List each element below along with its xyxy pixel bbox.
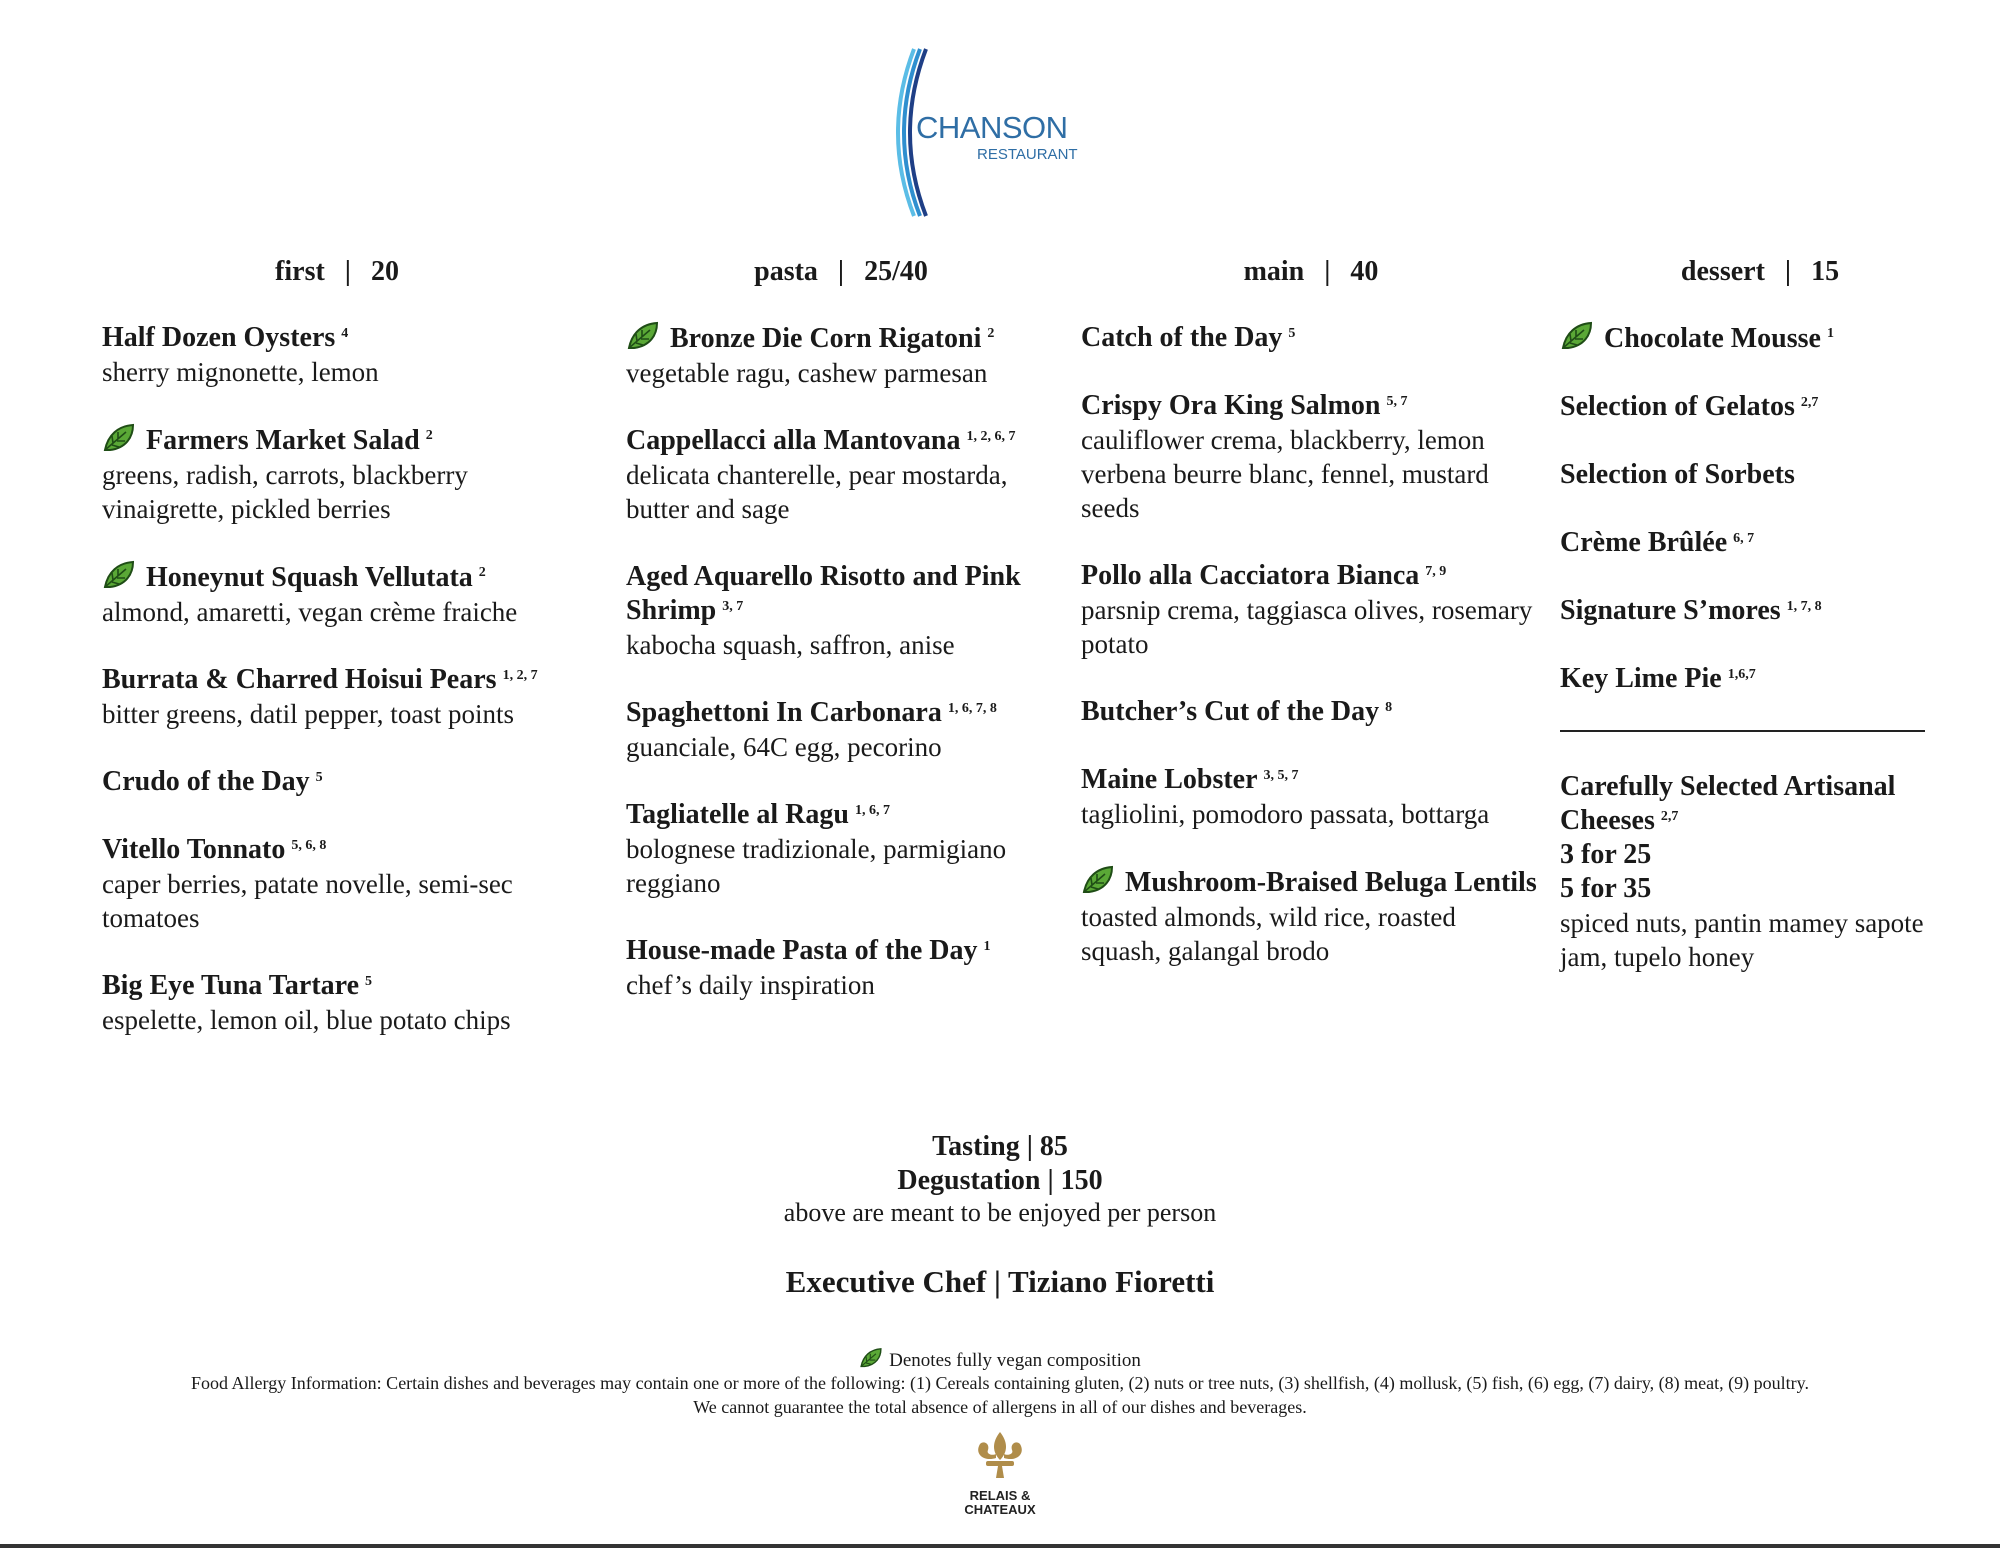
allergen-codes: 1, 2, 6, 7 (966, 429, 1016, 444)
menu-item (1560, 526, 1960, 560)
dish-name (102, 663, 572, 697)
menu-item (626, 424, 1056, 526)
dish-description: vegetable ragu, cashew parmesan (626, 358, 988, 388)
section-name: pasta (754, 256, 818, 287)
section-heading (626, 255, 1056, 289)
dish-title: Farmers Market Salad (146, 425, 420, 456)
dish-name (626, 560, 1056, 628)
dish-name (1081, 321, 1541, 355)
section-separator: | (837, 256, 845, 287)
allergen-codes: 5 (1288, 326, 1296, 341)
per-person-note: above are meant to be enjoyed per person (783, 1198, 1217, 1227)
allergen-codes: 5, 6, 8 (291, 838, 327, 853)
menu-items (1560, 321, 1960, 1008)
logo-subtitle: RESTAURANT (977, 146, 1078, 163)
dish-description: toasted almonds, wild rice, roasted squash, galangal brodo (1081, 902, 1456, 966)
dish-description: kabocha squash, saffron, anise (626, 630, 955, 660)
dish-title: Vitello Tonnato (102, 834, 286, 865)
allergen-codes: 1, 7, 8 (1786, 599, 1822, 614)
dish-title: Key Lime Pie (1560, 663, 1722, 694)
dish-title: Bronze Die Corn Rigatoni (670, 323, 982, 354)
allergen-codes: 6, 7 (1733, 531, 1755, 546)
dish-name (1560, 594, 1960, 628)
section-separator: | (1324, 256, 1331, 287)
section-price: 15 (1811, 256, 1840, 287)
allergen-codes: 2 (425, 428, 433, 443)
allergen-codes: 4 (341, 326, 349, 341)
dish-title: Spaghettoni In Carbonara (626, 697, 942, 728)
allergen-codes: 1, 2, 7 (502, 668, 538, 683)
dish-description: greens, radish, carrots, blackberry vinaigrette, pickled berries (102, 460, 468, 524)
tasting-block (0, 1130, 2000, 1198)
dish-name (102, 423, 572, 458)
dish-description: espelette, lemon oil, blue potato chips (102, 1005, 511, 1035)
cheese-option: 5 for 35 (1560, 873, 1652, 904)
dish-name (102, 969, 572, 1003)
menu-item (102, 969, 572, 1037)
section-heading (1560, 255, 1960, 289)
allergen-codes: 5, 7 (1386, 394, 1408, 409)
dish-title: Honeynut Squash Vellutata (146, 562, 473, 593)
dish-name (1081, 695, 1541, 729)
dish-title: Pollo alla Cacciatora Bianca (1081, 560, 1420, 591)
dish-title: Aged Aquarello Risotto and Pink Shrimp (626, 561, 1021, 626)
allergen-codes: 5 (365, 974, 373, 989)
section-name: main (1243, 256, 1305, 287)
dish-description: bitter greens, datil pepper, toast points (102, 699, 515, 729)
dish-name (1081, 559, 1541, 593)
dish-name (102, 765, 572, 799)
menu-item (1081, 389, 1541, 525)
allergen-codes: 8 (1385, 700, 1393, 715)
allergen-codes: 3, 5, 7 (1263, 768, 1299, 783)
dish-description: parsnip crema, taggiasca olives, rosemary potato (1081, 595, 1533, 659)
section-price: 40 (1350, 256, 1379, 287)
relais-chateaux-text: RELAIS & CHATEAUX (964, 1488, 1036, 1517)
section-price: 20 (370, 256, 399, 287)
section-name: first (275, 256, 325, 287)
dish-name (1560, 321, 1960, 356)
menu-item (102, 833, 572, 935)
allergen-codes: 7, 9 (1425, 564, 1447, 579)
menu-item (1560, 662, 1960, 696)
leaf-icon (1560, 321, 1594, 351)
menu-item (1081, 695, 1541, 729)
logo (880, 45, 1100, 220)
dish-title: Half Dozen Oysters (102, 322, 336, 353)
dish-title: Crispy Ora King Salmon (1081, 390, 1381, 421)
menu-item (1560, 594, 1960, 628)
menu-item (626, 934, 1056, 1002)
dish-description: guanciale, 64C egg, pecorino (626, 732, 942, 762)
allergen-codes: 1,6,7 (1727, 667, 1756, 682)
allergen-codes: 2 (987, 326, 995, 341)
menu-item (626, 696, 1056, 764)
section-name: dessert (1680, 256, 1765, 287)
section-heading (1081, 255, 1541, 289)
logo-name: CHANSON (916, 110, 1068, 145)
cheese-option: 3 for 25 (1560, 839, 1652, 870)
dish-name (102, 833, 572, 867)
dish-title: Selection of Sorbets (1560, 459, 1795, 490)
menu-items (1081, 321, 1541, 1002)
menu-item (102, 765, 572, 799)
menu-item (102, 560, 572, 629)
cheese-item (1560, 770, 1960, 974)
dish-name (102, 560, 572, 595)
menu-item (1081, 763, 1541, 831)
dish-name (1560, 390, 1960, 424)
dish-name (626, 321, 1056, 356)
menu-item (1560, 321, 1960, 356)
dish-description: bolognese tradizionale, parmigiano reggiano (626, 834, 1007, 898)
dish-name (626, 424, 1056, 458)
allergen-codes: 1 (1826, 326, 1834, 341)
section-separator: | (1784, 256, 1792, 287)
menu-item (1560, 390, 1960, 424)
allergy-info: Food Allergy Information: Certain dishes and beverages may contain one or more of the following: (1) Cereals containing gluten, (2) nuts or tree nuts, (3) shellfish, (4) mollusk, (5) fish, (6) egg, (7) dairy, (8) meat, (9) poultry. We cannot guarantee the total absence of allergens in all of our dishes and beverages. (191, 1373, 1809, 1417)
tasting-price: Tasting | 85 (932, 1131, 1068, 1162)
dish-name (1560, 526, 1960, 560)
section-heading (102, 255, 572, 289)
dish-description: almond, amaretti, vegan crème fraiche (102, 597, 518, 627)
allergen-codes: 3, 7 (722, 599, 744, 614)
executive-chef: Executive Chef | Tiziano Fioretti (785, 1264, 1215, 1299)
menu-item (626, 321, 1056, 390)
dish-name (626, 798, 1056, 832)
dish-title: Carefully Selected Artisanal Cheeses (1560, 771, 1896, 836)
allergen-codes: 2,7 (1660, 809, 1679, 824)
leaf-icon (1081, 865, 1115, 895)
dish-title: Catch of the Day (1081, 322, 1283, 353)
dish-description: cauliflower crema, blackberry, lemon verbena beurre blanc, fennel, mustard seeds (1081, 425, 1489, 523)
dish-description: chef’s daily inspiration (626, 970, 875, 1000)
dish-title: Signature S’mores (1560, 595, 1781, 626)
dish-name (626, 696, 1056, 730)
menu-item (1081, 559, 1541, 661)
leaf-icon (626, 321, 660, 351)
dish-title: House-made Pasta of the Day (626, 935, 978, 966)
leaf-icon (102, 423, 136, 453)
dish-description: tagliolini, pomodoro passata, bottarga (1081, 799, 1490, 829)
allergen-codes: 1 (983, 939, 991, 954)
leaf-icon (859, 1347, 883, 1369)
vegan-legend-text: Denotes fully vegan composition (889, 1350, 1141, 1371)
menu-item (626, 560, 1056, 662)
menu-item (626, 798, 1056, 900)
leaf-icon (102, 560, 136, 590)
dish-name (1560, 662, 1960, 696)
dish-title: Big Eye Tuna Tartare (102, 970, 360, 1001)
dish-description: caper berries, patate novelle, semi-sec tomatoes (102, 869, 513, 933)
dish-description: sherry mignonette, lemon (102, 357, 379, 387)
dish-title: Tagliatelle al Ragu (626, 799, 849, 830)
dish-title: Burrata & Charred Hoisui Pears (102, 664, 497, 695)
dish-title: Selection of Gelatos (1560, 391, 1795, 422)
divider-line (1560, 730, 1925, 732)
dish-title: Crudo of the Day (102, 766, 310, 797)
dish-description: spiced nuts, pantin mamey sapote jam, tupelo honey (1560, 908, 1924, 972)
dish-name (1081, 389, 1541, 423)
dish-name (1081, 865, 1541, 900)
menu-items (626, 321, 1056, 1036)
dish-name (626, 934, 1056, 968)
dish-title: Chocolate Mousse (1604, 323, 1821, 354)
dish-name (102, 321, 572, 355)
allergen-codes: 1, 6, 7, 8 (947, 701, 997, 716)
menu-item (102, 423, 572, 526)
dish-name (1081, 763, 1541, 797)
section-separator: | (344, 256, 351, 287)
section-price: 25/40 (864, 256, 928, 287)
dish-name (1560, 458, 1960, 492)
allergen-codes: 5 (315, 770, 323, 785)
degustation-price: Degustation | 150 (897, 1165, 1103, 1196)
allergen-codes: 1, 6, 7 (854, 803, 890, 818)
dish-title: Mushroom-Braised Beluga Lentils (1125, 867, 1537, 898)
bottom-rule (0, 1544, 2000, 1548)
vegan-legend (0, 1347, 2000, 1373)
menu-item (1560, 458, 1960, 492)
dish-description: delicata chanterelle, pear mostarda, butter and sage (626, 460, 1008, 524)
relais-chateaux-badge (950, 1428, 1050, 1517)
dish-title: Crème Brûlée (1560, 527, 1728, 558)
menu-item (102, 663, 572, 731)
dish-title: Cappellacci alla Mantovana (626, 425, 961, 456)
dish-name (1560, 770, 1960, 838)
menu-item (102, 321, 572, 389)
menu-item (1081, 321, 1541, 355)
allergen-codes: 2 (478, 565, 486, 580)
menu-items (102, 321, 572, 1071)
fleur-de-lis-icon (970, 1428, 1030, 1484)
dish-title: Maine Lobster (1081, 764, 1258, 795)
allergen-codes: 2,7 (1800, 395, 1819, 410)
menu-item (1081, 865, 1541, 968)
dish-title: Butcher’s Cut of the Day (1081, 696, 1380, 727)
